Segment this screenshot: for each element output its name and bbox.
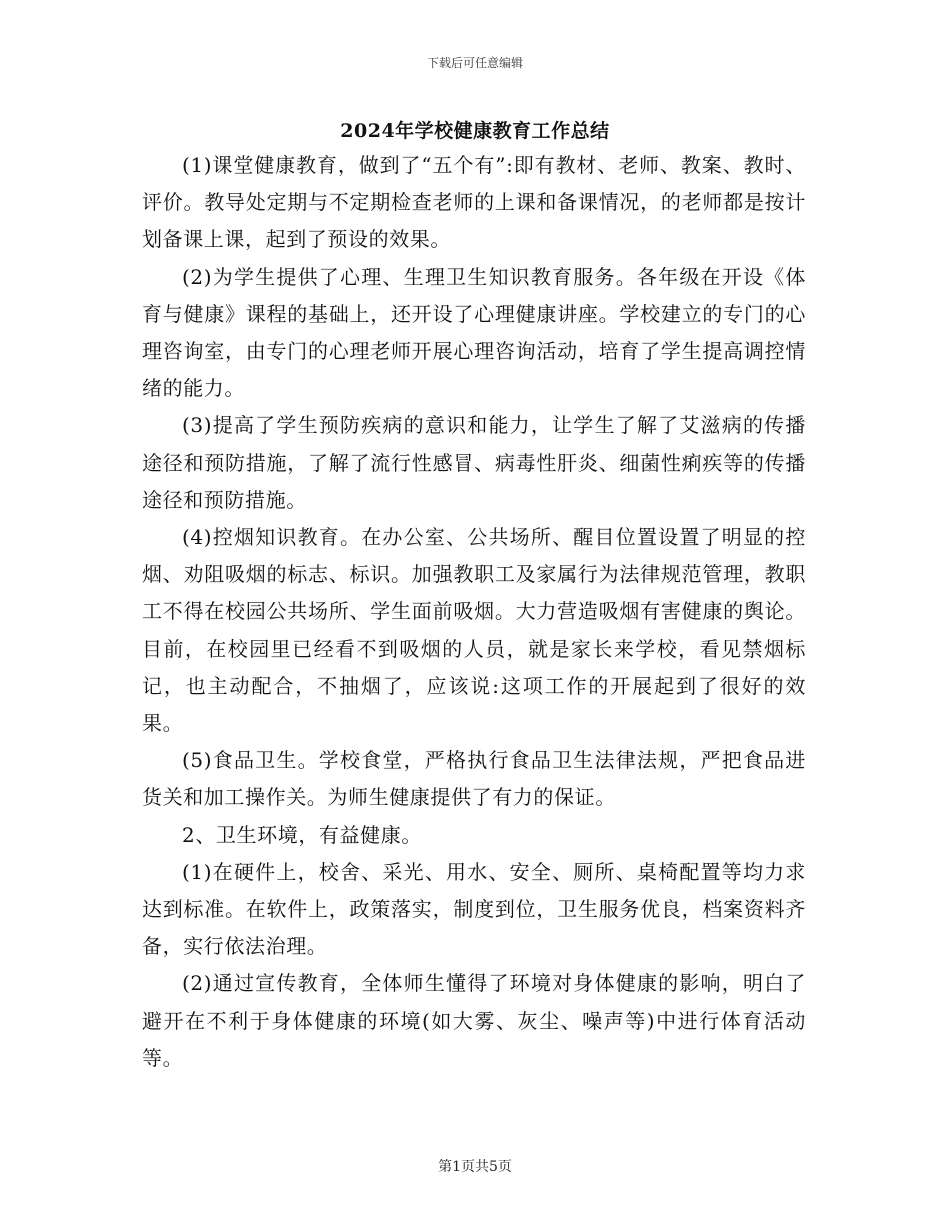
document-title: 2024年学校健康教育工作总结 bbox=[340, 120, 610, 142]
header-note: 下载后可任意编辑 bbox=[426, 56, 523, 70]
paragraph-3: (3)提高了学生预防疾病的意识和能力，让学生了解了艾滋病的传播途径和预防措施，了解了流行性感冒、病毒性肝炎、细菌性痢疾等的传播途径和预防措施。 bbox=[142, 413, 806, 512]
paragraph-6: (1)在硬件上，校舍、采光、用水、安全、厕所、桌椅配置等均力求达到标准。在软件上，政策落实，制度到位，卫生服务优良，档案资料齐备，实行依法治理。 bbox=[142, 859, 806, 959]
section-heading: 2、卫生环境，有益健康。 bbox=[182, 822, 422, 847]
paragraph-5: (5)食品卫生。学校食堂，严格执行食品卫生法律法规，严把食品进货关和加工操作关。为师生健康提供了有力的保证。 bbox=[142, 748, 806, 810]
document-body bbox=[142, 147, 806, 1077]
paragraph-4: (4)控烟知识教育。在办公室、公共场所、醒目位置设置了明显的控烟、劝阻吸烟的标志、标识。加强教职工及家属行为法律规范管理，教职工不得在校园公共场所、学生面前吸烟。大力营造吸烟有害健康的舆论。目前，在校园里已经看不到吸烟的人员，就是家长来学校，看见禁烟标记，也主动配合，不抽烟了，应该说:这项工作的开展起到了很好的效果。 bbox=[142, 525, 806, 736]
paragraph-1: (1)课堂健康教育，做到了“五个有”:即有教材、老师、教案、教时、评价。教导处定期与不定期检查老师的上课和备课情况，的老师都是按计划备课上课，起到了预设的效果。 bbox=[142, 153, 806, 252]
paragraph-7: (2)通过宣传教育，全体师生懂得了环境对身体健康的影响，明白了避开在不利于身体健康的环境(如大雾、灰尘、噪声等)中进行体育活动等。 bbox=[142, 971, 806, 1070]
page-number: 第1页共5页 bbox=[438, 1159, 512, 1175]
paragraph-2: (2)为学生提供了心理、生理卫生知识教育服务。各年级在开设《体育与健康》课程的基础上，还开设了心理健康讲座。学校建立的专门的心理咨询室，由专门的心理老师开展心理咨询活动，培育了学生提高调控情绪的能力。 bbox=[142, 264, 806, 401]
